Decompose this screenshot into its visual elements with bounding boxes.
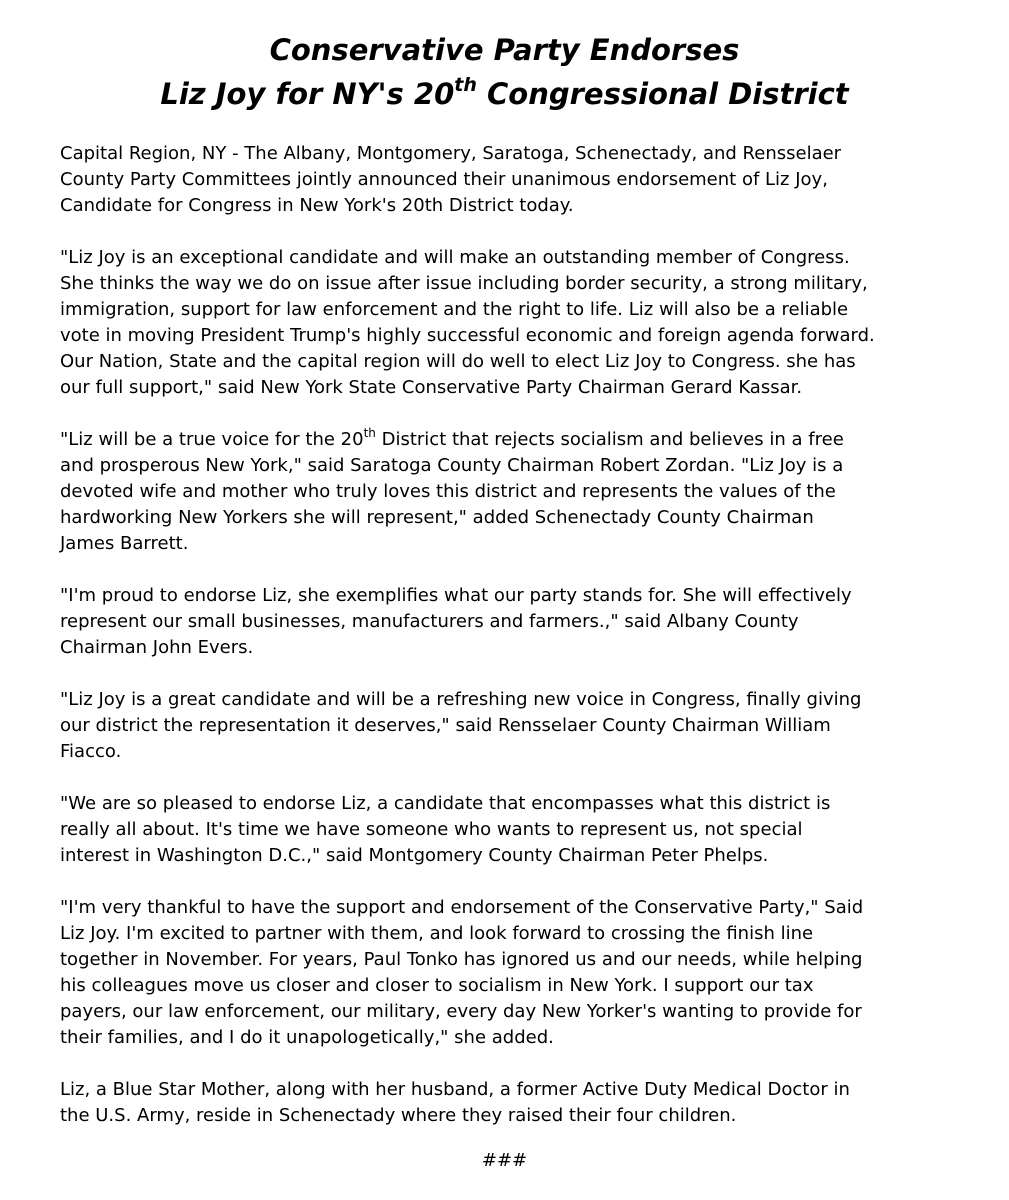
paragraph-zordan-barrett-quote	[60, 427, 970, 557]
text-line: represent our small businesses, manufacturers and farmers.," said Albany County	[60, 611, 799, 632]
text-line: immigration, support for law enforcement and the right to life. Liz will also be a reliable	[60, 299, 849, 320]
text-line: really all about. It's time we have someone who wants to represent us, not special	[60, 819, 803, 840]
text-line: Candidate for Congress in New York's 20th District today.	[60, 195, 574, 216]
text-line: interest in Washington D.C.," said Montgomery County Chairman Peter Phelps.	[60, 845, 769, 866]
title-line-2-end: Congressional District	[476, 77, 849, 111]
text-line: Our Nation, State and the capital region will do well to elect Liz Joy to Congress. she has	[60, 351, 856, 372]
text-line: "I'm very thankful to have the support and endorsement of the Conservative Party," Said	[60, 897, 864, 918]
end-of-release-mark: ###	[481, 1150, 528, 1171]
text-line: together in November. For years, Paul Tonko has ignored us and our needs, while helping	[60, 949, 863, 970]
title-ordinal-suffix: th	[454, 74, 477, 97]
text-line: Fiacco.	[60, 741, 122, 762]
text-line: "We are so pleased to endorse Liz, a candidate that encompasses what this district is	[60, 793, 831, 814]
text-line: "Liz Joy is an exceptional candidate and will make an outstanding member of Congress.	[60, 247, 850, 268]
paragraph-biography	[60, 1077, 970, 1129]
paragraph-phelps-quote	[60, 791, 970, 869]
text-line: County Party Committees jointly announced their unanimous endorsement of Liz Joy,	[60, 169, 828, 190]
text-line: devoted wife and mother who truly loves this district and represents the values of the	[60, 481, 836, 502]
text-line: "Liz Joy is a great candidate and will be a refreshing new voice in Congress, finally giving	[60, 689, 862, 710]
text-line: and prosperous New York," said Saratoga County Chairman Robert Zordan. "Liz Joy is a	[60, 455, 844, 476]
ordinal-suffix: th	[363, 426, 376, 440]
text-line: vote in moving President Trump's highly successful economic and foreign agenda forward.	[60, 325, 875, 346]
text-line: the U.S. Army, reside in Schenectady where they raised their four children.	[60, 1105, 737, 1126]
text-line: their families, and I do it unapologetically," she added.	[60, 1027, 554, 1048]
paragraph-fiacco-quote	[60, 687, 970, 765]
text-line-end: District that rejects socialism and believes in a free	[375, 429, 844, 450]
text-line: Liz Joy. I'm excited to partner with them, and look forward to crossing the finish line	[60, 923, 814, 944]
paragraph-joy-quote	[60, 895, 970, 1051]
text-line: his colleagues move us closer and closer to socialism in New York. I support our tax	[60, 975, 814, 996]
text-line: She thinks the way we do on issue after issue including border security, a strong military,	[60, 273, 868, 294]
press-release-title	[0, 28, 1009, 116]
paragraph-evers-quote	[60, 583, 970, 661]
text-line-start: "Liz will be a true voice for the 20	[60, 429, 364, 450]
text-line: Chairman John Evers.	[60, 637, 254, 658]
text-line	[60, 427, 970, 453]
title-line-1: Conservative Party Endorses	[269, 33, 740, 67]
title-line-2	[0, 72, 1009, 116]
text-line: hardworking New Yorkers she will represent," added Schenectady County Chairman	[60, 507, 814, 528]
text-line: "I'm proud to endorse Liz, she exemplifies what our party stands for. She will effectively	[60, 585, 852, 606]
text-line: James Barrett.	[60, 533, 189, 554]
text-line: Capital Region, NY - The Albany, Montgomery, Saratoga, Schenectady, and Rensselaer	[60, 143, 842, 164]
press-release-body	[60, 141, 970, 1155]
text-line: our full support," said New York State Conservative Party Chairman Gerard Kassar.	[60, 377, 803, 398]
paragraph-intro	[60, 141, 970, 219]
text-line: Liz, a Blue Star Mother, along with her husband, a former Active Duty Medical Doctor in	[60, 1079, 850, 1100]
text-line: payers, our law enforcement, our military, every day New Yorker's wanting to provide for	[60, 1001, 862, 1022]
title-line-2-text: Liz Joy for NY's 20	[160, 77, 455, 111]
text-line: our district the representation it deserves," said Rensselaer County Chairman William	[60, 715, 831, 736]
paragraph-kassar-quote	[60, 245, 970, 401]
